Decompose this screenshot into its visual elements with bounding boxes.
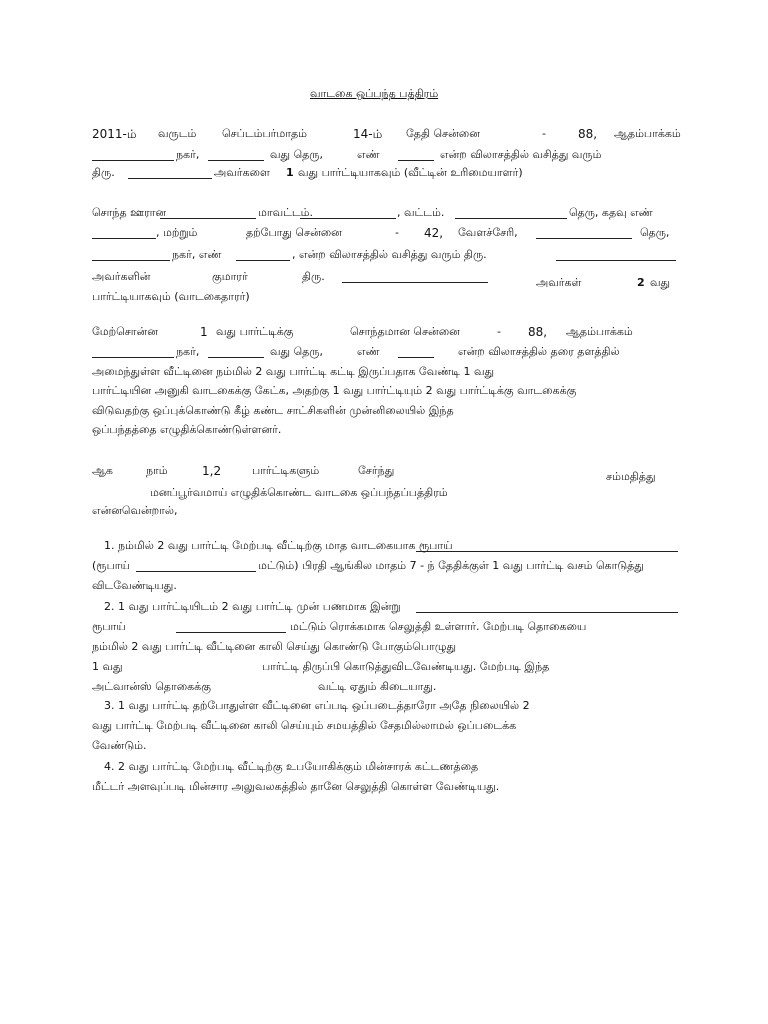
party-one: 1: [286, 166, 294, 179]
native-place-label: சொந்த ஊரான: [92, 206, 167, 219]
blank-door-no: [398, 160, 434, 161]
nagar-label-3: நகர்,: [176, 345, 200, 358]
avargalin-label: அவர்களின்: [92, 270, 151, 283]
blank-street-3: [208, 357, 264, 358]
number-label: எண்: [357, 148, 380, 161]
address-tail-2: , என்ற விலாசத்தில் வசித்து வரும் திரு.: [292, 248, 487, 261]
clause-2-line-3: நம்மில் 2 வது பார்ட்டி வீட்டினை காலி செய்து கொண்டு போகும்பொழுது: [92, 640, 457, 653]
blank-door-no-2: [92, 238, 156, 239]
clause-2-line-1: 2. 1 வது பார்ட்டியிடம் 2 வது பார்ட்டி முன் பணமாக இன்று: [104, 600, 401, 613]
number-label-3: எண்: [357, 345, 380, 358]
blank-nagar: [92, 160, 174, 161]
ground-floor-text: என்ற விலாசத்தில் தரை தளத்தில்: [458, 345, 620, 358]
pincode-3: 88,: [528, 325, 548, 339]
address-tail: என்ற விலாசத்தில் வசித்து வரும்: [440, 148, 602, 161]
merkanda-label: மேற்சொன்ன: [92, 325, 158, 338]
street-label-3: வது தெரு,: [270, 345, 323, 358]
dash: -: [542, 127, 546, 140]
blank-rent-words: [136, 571, 256, 572]
third-line-3: அமைந்துள்ள வீட்டினை நம்மில் 2 வது பார்ட்டி கட்டி இருப்பதாக வேண்டி 1 வது: [92, 365, 495, 378]
dash-3: -: [497, 325, 501, 338]
clause-2-advance-label: அட்வான்ஸ் தொகைக்கு: [92, 680, 211, 693]
blank-rent-amount: [416, 551, 678, 552]
agreed-label: சம்மதித்து: [606, 470, 656, 483]
fourth-line-3: என்னவென்றால்,: [92, 504, 178, 517]
clause-3-line-1: 3. 1 வது பார்ட்டி தற்போதுள்ள வீட்டினை எப்படி ஒப்படைத்தாரோ அதே நிலையில் 2: [104, 699, 530, 712]
blank-street-no: [208, 160, 264, 161]
naam-label: நாம்: [146, 464, 168, 477]
clause-2-rupee-label: ரூபாய்: [92, 620, 126, 633]
clause-2-line-5: வட்டி ஏதும் கிடையாது.: [318, 680, 437, 693]
district-label: மாவட்டம்.: [258, 206, 313, 219]
clause-2-line-4: பார்ட்டி திருப்பி கொடுத்துவிடவேண்டியது. மேற்படி இந்த: [262, 660, 550, 673]
party-one-owned: வது பார்ட்டிக்கு: [216, 325, 294, 338]
avargal-label: அவர்கள்: [536, 276, 582, 289]
clause-2-line-2: மட்டும் ரொக்கமாக செலுத்தி உள்ளார். மேற்படி தொகையை: [290, 620, 587, 633]
clause-3-line-2: வது பார்ட்டி மேற்படி வீட்டினை காலி செய்யும் சமயத்தில் சேதமில்லாமல் ஒப்படைக்க: [92, 719, 517, 732]
thiru-label-2: திரு.: [302, 270, 325, 283]
parties-numbers: 1,2: [202, 464, 222, 478]
blank-advance-amount: [416, 612, 678, 613]
clause-1-line-2: மட்டும்) பிரதி ஆங்கில மாதம் 7 - ந் தேதிக்குள் 1 வது பார்ட்டி வசம் கொடுத்து: [258, 559, 644, 572]
nagar-label: நகர்,: [176, 148, 200, 161]
third-line-4: பார்ட்டியின அனுகி வாடகைக்கு கேட்க, அதற்கு 1 வது பார்ட்டியும் 2 வது பார்ட்டிக்கு வாடகைக்கு: [92, 384, 577, 397]
and-label: , மற்றும்: [156, 226, 198, 239]
clause-4-line-1: 4. 2 வது பார்ட்டி மேற்படி வீட்டிற்கு உபயோகிக்கும் மின்சாரக் கட்டணத்தை: [104, 760, 479, 773]
date-city: தேதி சென்னை: [406, 127, 480, 140]
blank-nagar-3: [92, 357, 174, 358]
parties-label: பார்ட்டிகளும்: [252, 464, 320, 477]
dash-2: -: [395, 226, 399, 239]
year: 2011-ம்: [92, 127, 137, 141]
third-line-5: விடுவதற்கு ஒப்புக்கொண்டு கீழ் கண்ட சாட்சிகளின் முன்னிலையில் இந்த: [92, 404, 454, 417]
clause-3-line-3: வேண்டும்.: [92, 739, 147, 752]
blank-nagar-2: [92, 260, 170, 261]
fourth-line-2: மனப்பூர்வமாய் எழுதிக்கொண்ட வாடகை ஒப்பந்தப்பத்திரம்: [150, 486, 448, 499]
party-two-tenant: பார்ட்டியாகவும் (வாடகைதாரர்): [92, 290, 250, 303]
clause-1-line-3: விடவேண்டியது.: [92, 579, 177, 592]
together-label: சேர்ந்து: [358, 464, 395, 477]
clause-1-line-1: 1. நம்மில் 2 வது பார்ட்டி மேற்படி வீட்டிற்கு மாத வாடகையாக ரூபாய்: [104, 539, 453, 552]
clause-4-line-2: மீட்டர் அளவுப்படி மின்சார அலுவலகத்தில் தானே செலுத்தி கொள்ள வேண்டியது.: [92, 780, 500, 793]
present-city: தற்போது சென்னை: [246, 226, 342, 239]
thiru-label: திரு.: [92, 166, 115, 179]
year-word: வருடம்: [158, 127, 197, 140]
blank-owner-name: [128, 178, 212, 179]
party-two: 2: [637, 276, 645, 289]
blank-door-3: [398, 357, 434, 358]
month: செப்டம்பர்மாதம்: [222, 127, 307, 140]
blank-taluk: [455, 218, 567, 219]
blank-street-2: [536, 238, 632, 239]
day: 14-ம்: [353, 127, 383, 141]
son-label: குமாரர்: [212, 270, 248, 283]
clause-2-party-one: 1 வது: [92, 660, 123, 673]
blank-tenant-name: [342, 282, 488, 283]
owned-city: சொந்தமான சென்னை: [350, 325, 460, 338]
pincode-2: 42,: [424, 226, 444, 240]
vathu-label: வது: [650, 276, 671, 289]
pincode: 88,: [578, 127, 598, 141]
street-label: வது தெரு,: [270, 148, 323, 161]
blank-advance-words: [176, 632, 286, 633]
area-name: ஆதம்பாக்கம்: [614, 127, 681, 140]
blank-number-2: [236, 260, 290, 261]
street-door-label: தெரு, கதவு எண்: [569, 206, 653, 219]
aaga-label: ஆக: [92, 464, 113, 477]
avargalai-label: அவர்களை: [214, 166, 270, 179]
locality: வேளச்சேரி,: [458, 226, 518, 239]
document-title: வாடகை ஒப்பந்த பத்திரம்: [310, 87, 439, 100]
taluk-label: , வட்டம்.: [397, 206, 445, 219]
area-name-3: ஆதம்பாக்கம்: [566, 325, 633, 338]
party-one-ref: 1: [200, 325, 208, 339]
blank-district: [300, 218, 396, 219]
third-line-6: ஒப்பந்தத்தை எழுதிக்கொண்டுள்ளனர்.: [92, 423, 282, 436]
blank-native-place: [160, 218, 256, 219]
nagar-number-label: நகர், எண்: [172, 248, 222, 261]
party-one-owner: வது பார்ட்டியாகவும் (வீட்டின் உரிமையாளர்): [298, 166, 523, 179]
street-label-2: தெரு,: [640, 226, 670, 239]
blank-father-name: [556, 260, 676, 261]
clause-1-rupee-label: (ரூபாய்: [92, 559, 130, 572]
